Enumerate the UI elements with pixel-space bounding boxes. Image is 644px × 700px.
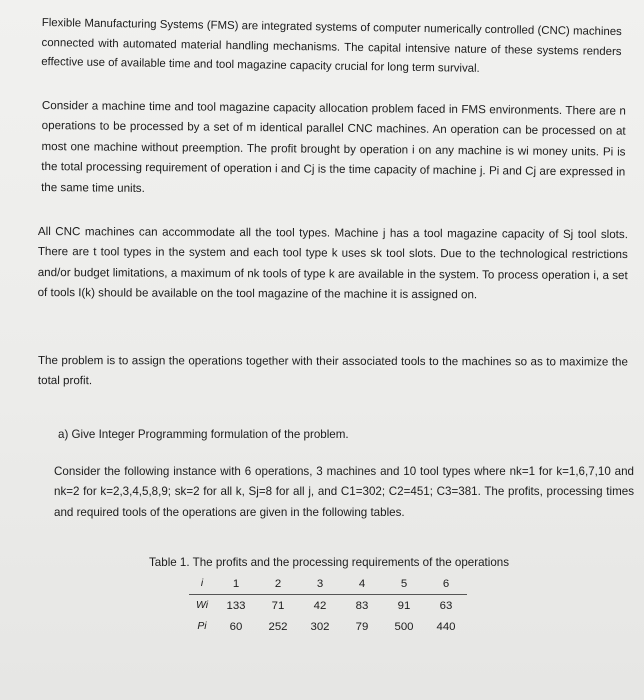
header-cell: 5 xyxy=(383,573,425,595)
table-cell: 71 xyxy=(271,599,285,612)
header-cell: 6 xyxy=(425,573,467,595)
table-cell: 500 xyxy=(394,620,414,633)
row-label: Pi xyxy=(197,621,207,632)
header-cell: 2 xyxy=(257,573,299,595)
table-cell: 83 xyxy=(355,599,369,612)
row-label: Wi xyxy=(195,600,209,611)
header-cell: 4 xyxy=(341,573,383,595)
table-cell: 440 xyxy=(436,620,456,633)
operations-table xyxy=(189,573,467,637)
table-cell: 252 xyxy=(268,620,288,633)
operations-table-block xyxy=(145,556,555,637)
table-cell: 42 xyxy=(313,599,327,612)
question-a: a) Give Integer Programming formulation of the problem. xyxy=(58,428,349,441)
paragraph-objective: The problem is to assign the operations together with their associated tools to the machines so as to maximize the total profit. xyxy=(37,354,628,388)
table-row-profit xyxy=(189,595,467,617)
header-cell: 3 xyxy=(299,573,341,595)
table-cell: 79 xyxy=(355,620,369,633)
table-cell: 302 xyxy=(310,620,330,633)
table-caption: Table 1. The profits and the processing requirements of the operations xyxy=(149,556,510,569)
table-cell: 60 xyxy=(229,620,243,633)
header-label: i xyxy=(189,573,215,595)
table-cell: 91 xyxy=(397,599,411,612)
table-header-row xyxy=(189,573,467,595)
table-cell: 133 xyxy=(226,599,246,612)
paragraph-instance: Consider the following instance with 6 operations, 3 machines and 10 tool types where nk=1 for k=1,6,7,10 and nk=2 for k=2,3,4,5,8,9; sk=2 for all k, Sj=8 for all j, and C1=302; C2=451; C3=381. The profits, processing times and required tools of the operations are given in the following tables. xyxy=(54,465,634,519)
table-cell: 63 xyxy=(439,599,453,612)
paragraph-fms-intro: Flexible Manufacturing Systems (FMS) are integrated systems of computer numerically controlled (CNC) machines connected with automated material handling mechanisms. The capital intensive nature of these systems renders effective use of available time and tool magazine capacity crucial for long term survival. xyxy=(41,16,622,75)
table-row-processing xyxy=(189,616,467,637)
header-cell: 1 xyxy=(215,573,257,595)
paragraph-tool-magazine: All CNC machines can accommodate all the tool types. Machine j has a tool magazine capacity of Sj tool slots. There are t tool types in the system and each tool type k uses sk tool slots. Due to the technological restrictions and/or budget limitations, a maximum of nk tools of type k are available in the system. To process operation i, a set of tools I(k) should be available on the tool magazine of the machine it is assigned on. xyxy=(37,224,628,302)
paragraph-problem-description: Consider a machine time and tool magazine capacity allocation problem faced in FMS environments. There are n operations to be processed by a set of m identical parallel CNC machines. An operation can be processed on at most one machine without preemption. The profit brought by operation i on any machine is wi money units. Pi is the total processing requirement of operation i and Cj is the time capacity of machine j. Pi and Cj are expressed in the same time units. xyxy=(41,98,626,195)
